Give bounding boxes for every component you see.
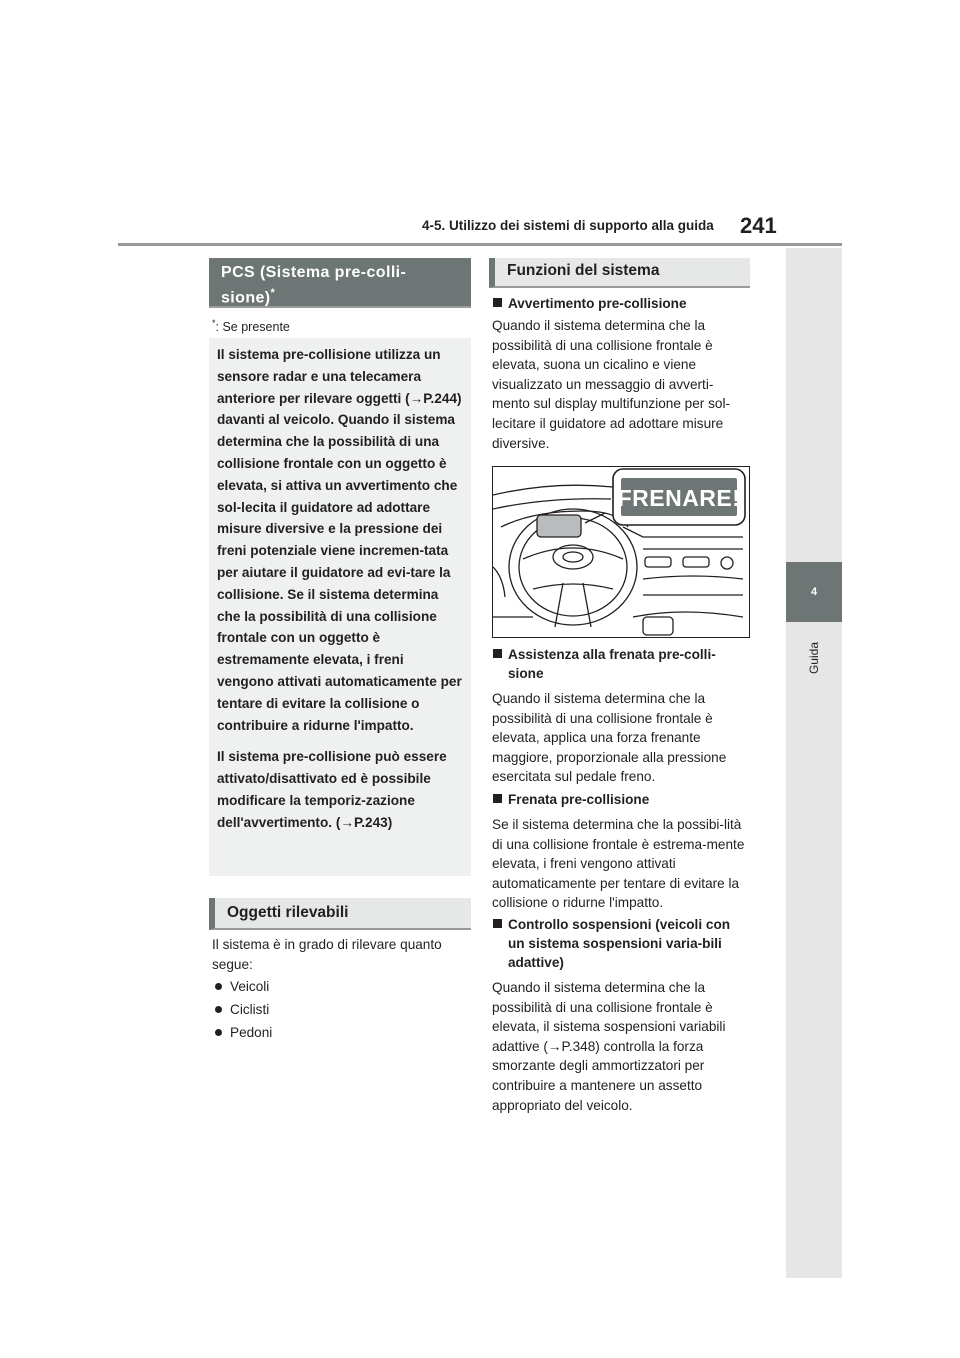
- function-title: Frenata pre-collisione: [492, 790, 750, 809]
- list-item: Pedoni: [212, 1021, 470, 1044]
- intro-paragraph-1: Il sistema pre-collisione utilizza un sensore radar e una telecamera anteriore per rilevare oggetti (→P.244) davanti al veicolo. Quando il sistema determina che la possibilità di una collisione frontale con un oggetto è elevata, si attiva un avvertimento che sol-lecita il guidatore ad adottare misure diversive e la pressione dei freni potenziale viene incremen-tata per aiutare il guidatore ad evi-tare la collisione. Se il sistema determina che la possibilità di una collisione frontale con un oggetto è estremamente elevata, i freni vengono attivati automaticamente per tentare di evitare la collisione o contribuire a ridurne l'impatto.: [217, 347, 462, 733]
- chapter-tab-rail: [786, 248, 842, 1278]
- function-title: Controllo sospensioni (veicoli con un sistema sospensioni varia-bili adattive): [492, 915, 750, 972]
- header-rule: [118, 243, 842, 246]
- page-number: 241: [740, 213, 777, 238]
- bullet-icon: [215, 1029, 222, 1036]
- function-title: Avvertimento pre-collisione: [492, 294, 750, 313]
- list-item: Veicoli: [212, 975, 470, 998]
- function-title: Assistenza alla frenata pre-colli-sione: [492, 645, 750, 683]
- square-bullet-icon: [493, 794, 502, 803]
- footnote: [212, 318, 290, 334]
- function-item-4: [492, 915, 750, 1115]
- functions-heading: Funzioni del sistema: [489, 258, 750, 288]
- pcs-heading: [209, 258, 471, 308]
- figure-message: FRENARE!: [617, 485, 741, 511]
- chapter-number-tab[interactable]: 4: [786, 562, 842, 622]
- square-bullet-icon: [493, 919, 502, 928]
- chapter-label: [786, 628, 842, 688]
- objects-list: [212, 975, 470, 1044]
- section-title: 4-5. Utilizzo dei sistemi di supporto alla guida: [422, 218, 714, 233]
- pcs-heading-mark: *: [270, 287, 276, 299]
- objects-heading: Oggetti rilevabili: [209, 898, 471, 930]
- square-bullet-icon: [493, 298, 502, 307]
- pcs-heading-text: PCS (Sistema pre-colli-sione): [221, 264, 407, 307]
- objects-intro: Il sistema è in grado di rilevare quanto segue:: [212, 937, 442, 972]
- chapter-label-text: Guida: [807, 641, 821, 675]
- function-text: Se il sistema determina che la possibi-lità di una collisione frontale è estrema-mente elevata, i freni vengono attivati automaticamente per tentare di evitare la collisione o ridurne l'impatto.: [492, 817, 745, 911]
- bullet-icon: [215, 983, 222, 990]
- dashboard-illustration: [492, 466, 750, 638]
- list-item: Ciclisti: [212, 998, 470, 1021]
- function-text: Quando il sistema determina che la possibilità di una collisione frontale è elevata, applica una forza frenante maggiore, proporzionale alla pressione esercitata sul pedale freno.: [492, 691, 727, 785]
- footnote-mark: *: [212, 318, 216, 328]
- footnote-text: : Se presente: [215, 320, 290, 335]
- function-text: Quando il sistema determina che la possibilità di una collisione frontale è elevata, il sistema sospensioni variabili adattive (→P.348) controlla la forza smorzante degli ammortizzatori per contribuire a mantenere un assetto appropriato del veicolo.: [492, 980, 726, 1113]
- intro-box: [209, 338, 471, 876]
- bullet-icon: [215, 1006, 222, 1013]
- function-item-2: [492, 645, 750, 787]
- function-item-1: [492, 294, 750, 453]
- square-bullet-icon: [493, 649, 502, 658]
- function-item-3: [492, 790, 750, 913]
- intro-paragraph-2: Il sistema pre-collisione può essere attivato/disattivato ed è possibile modificare la temporiz-zazione dell'avvertimento. (→P.243): [217, 749, 447, 830]
- function-text: Quando il sistema determina che la possibilità di una collisione frontale è elevata, suona un cicalino e viene visualizzato un messaggio di avverti-mento sul display multifunzione per sol-lecitare il guidatore ad adottare misure diversive.: [492, 318, 731, 451]
- dashboard-drawing: [493, 467, 749, 637]
